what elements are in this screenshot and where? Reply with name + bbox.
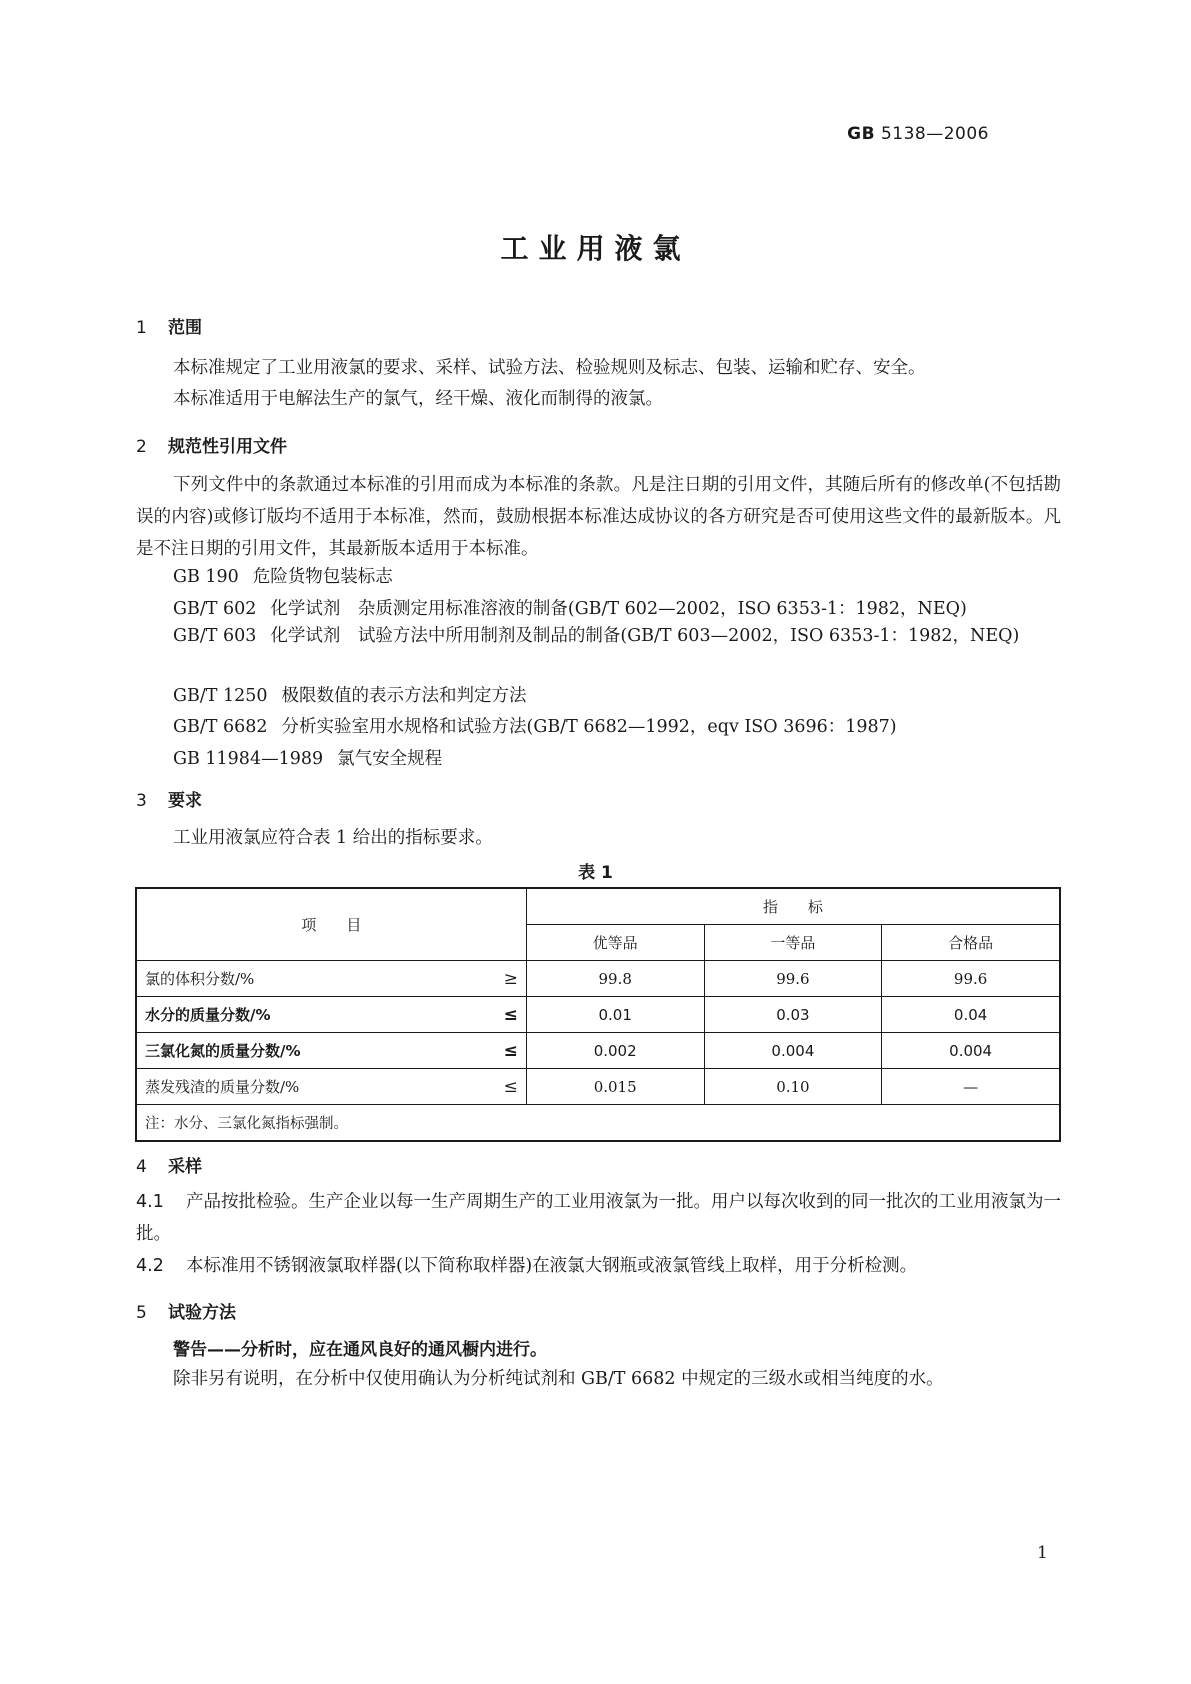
ref-code: GB/T 603 <box>173 626 257 646</box>
section-2-heading <box>136 432 287 457</box>
row-item: 三氯化氮的质量分数/% <box>136 1033 482 1069</box>
ref-item <box>173 713 897 738</box>
section-number: 5 <box>136 1303 147 1323</box>
row-value: 99.6 <box>704 961 882 997</box>
table-head-item: 项 目 <box>136 888 526 961</box>
ref-item <box>136 620 1061 652</box>
subsection-text: 产品按批检验。生产企业以每一生产周期生产的工业用液氯为一批。用户以每次收到的同一批次的工业用液氯为一批。 <box>136 1192 1061 1244</box>
row-value: — <box>882 1069 1060 1105</box>
row-value: 99.6 <box>882 961 1060 997</box>
sec5-p1: 除非另有说明，在分析中仅使用确认为分析纯试剂和 GB/T 6682 中规定的三级水或相当纯度的水。 <box>173 1369 944 1389</box>
row-value: 0.004 <box>882 1033 1060 1069</box>
row-operator: ≤ <box>482 1069 526 1105</box>
row-item: 氯的体积分数/% <box>136 961 482 997</box>
standard-code <box>847 124 989 144</box>
ref-code: GB 11984—1989 <box>173 749 324 769</box>
section-title: 规范性引用文件 <box>168 437 287 457</box>
ref-item <box>173 595 967 620</box>
section-number: 3 <box>136 791 147 811</box>
subsection-4-2 <box>136 1250 1061 1282</box>
table-note: 注：水分、三氯化氮指标强制。 <box>136 1105 1060 1142</box>
section-4-heading <box>136 1152 202 1177</box>
table-row <box>136 1033 1060 1069</box>
sec3-p1: 工业用液氯应符合表 1 给出的指标要求。 <box>173 828 493 848</box>
row-operator: ≤ <box>482 1033 526 1069</box>
section-title: 要求 <box>168 791 202 811</box>
page-number: 1 <box>1037 1543 1048 1563</box>
ref-item <box>173 682 527 707</box>
ref-item <box>173 745 442 770</box>
table-row <box>136 1069 1060 1105</box>
section-title: 试验方法 <box>168 1303 236 1323</box>
ref-code: GB/T 602 <box>173 599 257 619</box>
row-operator: ≥ <box>482 961 526 997</box>
section-number: 1 <box>136 318 147 338</box>
row-value: 99.8 <box>526 961 704 997</box>
ref-text: 分析实验室用水规格和试验方法(GB/T 6682—1992，eqv ISO 3696：1987) <box>281 717 897 737</box>
subsection-4-1 <box>136 1186 1061 1250</box>
ref-text: 危险货物包装标志 <box>252 567 393 587</box>
sec1-p2: 本标准适用于电解法生产的氯气，经干燥、液化而制得的液氯。 <box>173 389 663 409</box>
section-title: 采样 <box>168 1157 202 1177</box>
grade-premium: 优等品 <box>526 925 704 961</box>
spec-table <box>135 887 1061 1142</box>
table-head-index: 指 标 <box>526 888 1060 925</box>
ref-text: 氯气安全规程 <box>337 749 443 769</box>
row-value: 0.015 <box>526 1069 704 1105</box>
grade-first: 一等品 <box>704 925 882 961</box>
ref-text: 化学试剂 试验方法中所用制剂及制品的制备(GB/T 603—2002，ISO 6353-1：1982，NEQ) <box>270 626 1020 646</box>
table-caption: 表 1 <box>578 863 613 883</box>
row-value: 0.10 <box>704 1069 882 1105</box>
ref-code: GB 190 <box>173 567 239 587</box>
warning-text: 警告——分析时，应在通风良好的通风橱内进行。 <box>173 1340 547 1360</box>
ref-code: GB/T 1250 <box>173 686 268 706</box>
row-value: 0.03 <box>704 997 882 1033</box>
ref-code: GB/T 6682 <box>173 717 268 737</box>
sec1-p1: 本标准规定了工业用液氯的要求、采样、试验方法、检验规则及标志、包装、运输和贮存、安全。 <box>173 358 926 378</box>
row-item: 蒸发残渣的质量分数/% <box>136 1069 482 1105</box>
standard-code-number: 5138—2006 <box>880 124 989 144</box>
grade-qualified: 合格品 <box>882 925 1060 961</box>
section-title: 范围 <box>168 318 202 338</box>
subsection-text: 本标准用不锈钢液氯取样器(以下简称取样器)在液氯大钢瓶或液氯管线上取样，用于分析检测。 <box>186 1256 918 1276</box>
section-number: 2 <box>136 437 147 457</box>
section-3-heading <box>136 786 202 811</box>
row-value: 0.002 <box>526 1033 704 1069</box>
row-value: 0.004 <box>704 1033 882 1069</box>
table-row <box>136 961 1060 997</box>
table-row <box>136 997 1060 1033</box>
row-value: 0.01 <box>526 997 704 1033</box>
ref-text: 极限数值的表示方法和判定方法 <box>281 686 527 706</box>
row-operator: ≤ <box>482 997 526 1033</box>
standard-code-prefix: GB <box>847 124 876 144</box>
section-1-heading <box>136 313 202 338</box>
sec2-intro: 下列文件中的条款通过本标准的引用而成为本标准的条款。凡是注日期的引用文件，其随后所有的修改单(不包括勘误的内容)或修订版均不适用于本标准，然而，鼓励根据本标准达成协议的各方研究是否可使用这些文件的最新版本。凡是不注日期的引用文件，其最新版本适用于本标准。 <box>136 475 1061 559</box>
subsection-number: 4.2 <box>136 1256 164 1276</box>
ref-item <box>173 563 393 588</box>
section-5-heading <box>136 1298 236 1323</box>
section-number: 4 <box>136 1157 147 1177</box>
row-value: 0.04 <box>882 997 1060 1033</box>
subsection-number: 4.1 <box>136 1192 164 1212</box>
ref-text: 化学试剂 杂质测定用标准溶液的制备(GB/T 602—2002，ISO 6353-1：1982，NEQ) <box>270 599 967 619</box>
document-title: 工业用液氯 <box>500 232 691 265</box>
row-item: 水分的质量分数/% <box>136 997 482 1033</box>
